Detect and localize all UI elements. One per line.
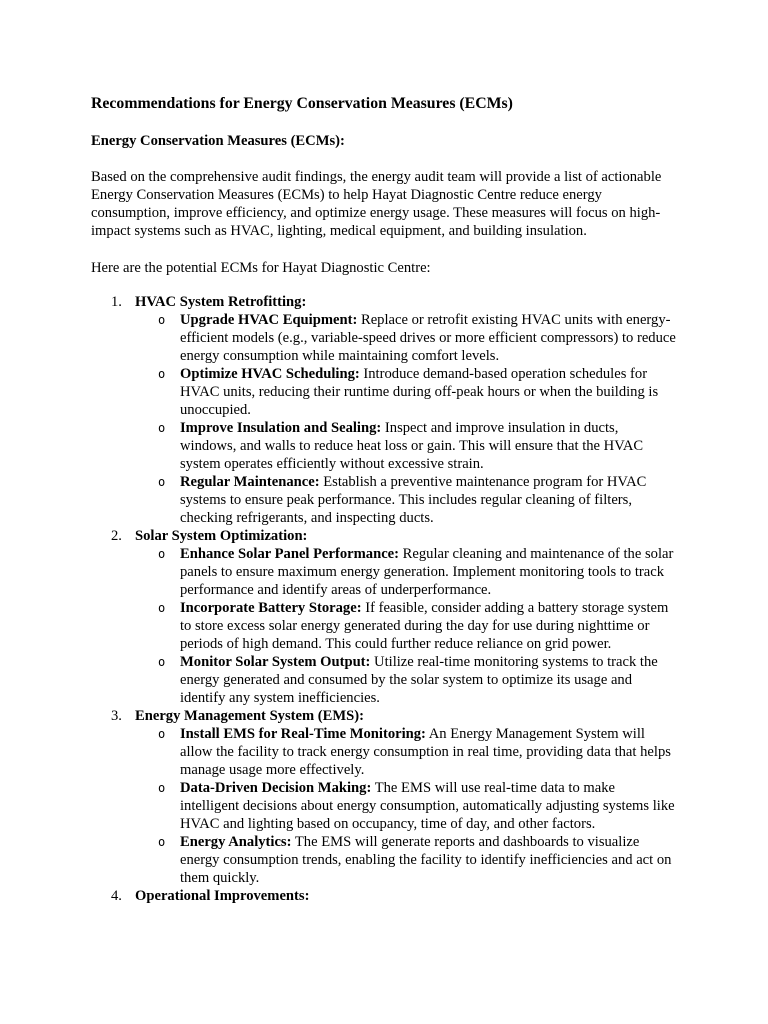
ecm-number: 2. (111, 528, 122, 544)
ecm-number: 4. (111, 888, 122, 904)
measure-list (135, 725, 691, 887)
ecm-number: 3. (111, 708, 122, 724)
ecm-item (91, 527, 691, 707)
measure-description: If feasible, consider adding a battery storage system to store excess solar energy generated during the day for use during nighttime or periods of high demand. This could further reduce reliance on grid power. (180, 600, 669, 652)
measure-title: Enhance Solar Panel Performance: (180, 546, 400, 562)
document-page (91, 94, 681, 904)
circle-bullet-icon: o (158, 547, 166, 561)
ecm-item (91, 887, 691, 905)
measure-description: Utilize real-time monitoring systems to track the energy generated and consumed by the solar system to optimize its usage and identify any system inefficiencies. (180, 654, 658, 706)
measure-item (135, 419, 677, 473)
measure-description: Introduce demand-based operation schedules for HVAC units, reducing their runtime during off-peak hours or when the building is unoccupied. (180, 366, 659, 418)
measure-title: Incorporate Battery Storage: (180, 600, 362, 616)
measure-item (135, 779, 677, 833)
ecm-item (91, 293, 691, 527)
circle-bullet-icon: o (158, 781, 166, 795)
ecm-name: Solar System Optimization: (135, 528, 308, 544)
ecm-name: Energy Management System (EMS): (135, 708, 365, 724)
measure-description: The EMS will generate reports and dashboards to visualize energy consumption trends, enabling the facility to identify inefficiencies and act on them quickly. (180, 834, 672, 886)
measure-title: Monitor Solar System Output: (180, 654, 371, 670)
document-title: Recommendations for Energy Conservation Measures (ECMs) (91, 95, 513, 112)
measure-item (135, 725, 677, 779)
measure-description: Establish a preventive maintenance program for HVAC systems to ensure peak performance. This includes regular cleaning of filters, checking refrigerants, and inspecting ducts. (180, 474, 647, 526)
circle-bullet-icon: o (158, 475, 166, 489)
measure-item (135, 833, 677, 887)
measure-description: Replace or retrofit existing HVAC units with energy-efficient models (e.g., variable-speed drives or more efficient compressors) to reduce energy consumption while maintaining comfort levels. (180, 312, 676, 364)
measure-item (135, 311, 677, 365)
section-heading: Energy Conservation Measures (ECMs): (91, 133, 345, 149)
measure-description: Inspect and improve insulation in ducts, windows, and walls to reduce heat loss or gain. This will ensure that the HVAC system operates efficiently without excessive strain. (180, 420, 644, 472)
measure-title: Optimize HVAC Scheduling: (180, 366, 360, 382)
intro-paragraph: Based on the comprehensive audit findings, the energy audit team will provide a list of actionable Energy Conservation Measures (ECMs) to help Hayat Diagnostic Centre reduce energy consumption, improve efficiency, and optimize energy usage. These measures will focus on high-impact systems such as HVAC, lighting, medical equipment, and building insulation. (91, 169, 662, 239)
measure-item (135, 473, 677, 527)
measure-title: Data-Driven Decision Making: (180, 780, 372, 796)
circle-bullet-icon: o (158, 421, 166, 435)
ecm-number: 1. (111, 294, 122, 310)
measure-description: An Energy Management System will allow the facility to track energy consumption in real time, providing data that helps manage usage more effectively. (180, 726, 671, 778)
measure-title: Upgrade HVAC Equipment: (180, 312, 358, 328)
measure-description: Regular cleaning and maintenance of the solar panels to ensure maximum energy generation. Implement monitoring tools to track performance and identify areas of underperformance. (180, 546, 674, 598)
circle-bullet-icon: o (158, 835, 166, 849)
circle-bullet-icon: o (158, 313, 166, 327)
measure-item (135, 653, 677, 707)
circle-bullet-icon: o (158, 655, 166, 669)
measure-item (135, 365, 677, 419)
lead-sentence: Here are the potential ECMs for Hayat Diagnostic Centre: (91, 260, 431, 276)
measure-title: Improve Insulation and Sealing: (180, 420, 382, 436)
measure-item (135, 599, 677, 653)
measure-title: Energy Analytics: (180, 834, 292, 850)
circle-bullet-icon: o (158, 367, 166, 381)
measure-description: The EMS will use real-time data to make intelligent decisions about energy consumption, automatically adjusting systems like HVAC and lighting based on occupancy, time of day, and other factors. (180, 780, 675, 832)
measure-item (135, 545, 677, 599)
ecm-list (91, 293, 691, 905)
measure-list (135, 545, 691, 707)
measure-list (135, 311, 691, 527)
ecm-item (91, 707, 691, 887)
measure-title: Install EMS for Real-Time Monitoring: (180, 726, 426, 742)
ecm-name: Operational Improvements: (135, 888, 310, 904)
circle-bullet-icon: o (158, 601, 166, 615)
measure-title: Regular Maintenance: (180, 474, 320, 490)
circle-bullet-icon: o (158, 727, 166, 741)
ecm-name: HVAC System Retrofitting: (135, 294, 307, 310)
